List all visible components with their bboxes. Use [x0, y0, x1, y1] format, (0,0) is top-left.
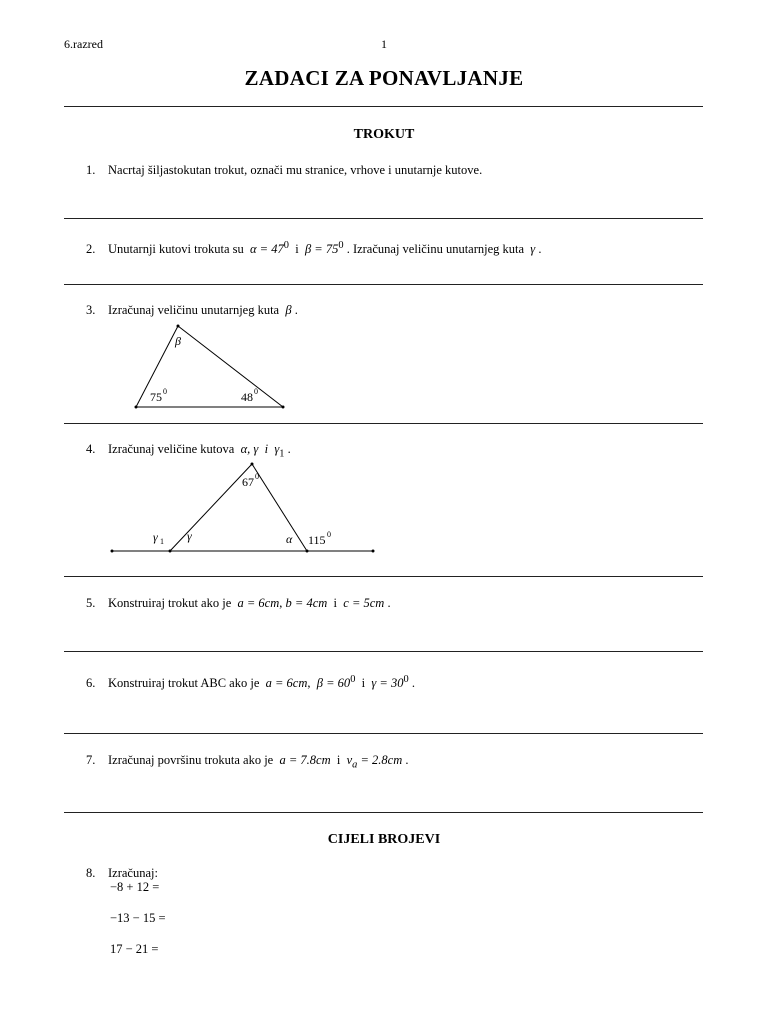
angle-label-right: 48 — [241, 390, 253, 404]
divider — [64, 576, 703, 577]
task-8 — [86, 866, 158, 881]
task-number: 2. — [86, 242, 96, 257]
side-c: c = 5cm — [343, 596, 385, 610]
beta-label: β — [175, 334, 181, 348]
degree-sup: 0 — [254, 387, 258, 396]
side-b: b = 4cm — [285, 596, 328, 610]
conjunction: i — [336, 753, 341, 767]
period: . — [538, 242, 542, 257]
divider — [64, 106, 703, 107]
height-value: = 2.8cm — [360, 753, 403, 767]
task-text: Unutarnji kutovi trokuta su — [108, 242, 244, 257]
task-number: 8. — [86, 866, 96, 880]
task-5: 5. Konstruiraj trokut ako je a = 6cm, b = 4cm i c = 5cm . — [86, 596, 391, 610]
task-2 — [86, 240, 541, 257]
period: . — [411, 676, 415, 691]
task-number: 5. — [86, 596, 96, 610]
period: . — [287, 442, 291, 456]
task-text: Nacrtaj šiljastokutan trokut, označi mu stranice, vrhove i unutarnje kutove. — [108, 163, 483, 177]
conjunction: i — [264, 442, 269, 456]
task-3 — [86, 303, 298, 318]
gamma-symbol: γ — [530, 242, 536, 257]
task-number: 3. — [86, 303, 96, 317]
task-text: Konstruiraj trokut ako je — [108, 596, 232, 610]
task-1 — [86, 163, 482, 178]
divider — [64, 284, 703, 285]
task-text-2: . Izračunaj veličinu unutarnjeg kuta — [346, 242, 525, 257]
degree-sup: 0 — [403, 674, 409, 685]
period: . — [294, 303, 298, 317]
side-a: a = 6cm — [265, 676, 308, 691]
beta-symbol: β — [285, 303, 292, 317]
task-number: 6. — [86, 676, 96, 691]
alpha-gamma-symbols: α, γ — [240, 442, 259, 456]
beta-value: β = 60 — [316, 676, 351, 691]
divider — [64, 733, 703, 734]
task-text: Izračunaj veličine kutova — [108, 442, 235, 456]
gamma-label: γ — [187, 529, 192, 543]
degree-sup: 0 — [338, 240, 344, 251]
period: . — [405, 753, 409, 767]
alpha-label: α — [286, 532, 293, 546]
page-number: 1 — [381, 37, 387, 51]
angle-label-left: 75 — [150, 390, 162, 404]
angle-label-exterior: 115 — [308, 533, 326, 547]
expression-1: −8 + 12 = — [110, 880, 160, 894]
period: . — [387, 596, 391, 610]
conjunction: i — [333, 596, 338, 610]
task-text: Izračunaj veličinu unutarnjeg kuta — [108, 303, 280, 317]
divider — [64, 651, 703, 652]
gamma1-label: γ — [153, 530, 158, 544]
task-number: 4. — [86, 442, 96, 456]
section-title-trokut: TROKUT — [353, 127, 415, 142]
task-number: 7. — [86, 753, 96, 767]
degree-sup: 0 — [163, 387, 167, 396]
alpha-value: α = 47 — [250, 242, 284, 257]
task-text: Konstruiraj trokut ABC ako je — [108, 676, 260, 691]
degree-sup: 0 — [350, 674, 356, 685]
degree-sup: 0 — [327, 530, 331, 539]
task-7 — [86, 753, 409, 771]
height-symbol: v — [346, 753, 353, 767]
degree-sup: 0 — [255, 472, 259, 481]
angle-label-top: 67 — [242, 475, 254, 489]
page-title: ZADACI ZA PONAVLJANJE — [244, 66, 524, 90]
beta-value: β = 75 — [304, 242, 339, 257]
triangle-figure-4 — [100, 455, 390, 560]
gamma1-symbol: γ — [274, 442, 280, 456]
divider — [64, 218, 703, 219]
divider — [64, 812, 703, 813]
expression-3: 17 − 21 = — [110, 942, 159, 956]
subscript: 1 — [160, 537, 164, 546]
degree-sup: 0 — [283, 240, 289, 251]
grade-label: 6.razred — [64, 37, 103, 51]
triangle-figure-3 — [120, 318, 300, 418]
task-number: 1. — [86, 163, 96, 177]
expression-2: −13 − 15 = — [110, 911, 166, 925]
task-6: 6. Konstruiraj trokut ABC ako je a = 6cm, $\beta = 60^0$ i $\gamma = 30^0$ . — [86, 674, 415, 691]
conjunction: i — [361, 676, 366, 691]
task-text: Izračunaj: — [108, 866, 158, 880]
section-title-cijeli-brojevi: CIJELI BROJEVI — [327, 832, 441, 847]
subscript: 1 — [279, 448, 285, 460]
side-a: a = 6cm — [237, 596, 280, 610]
conjunction: i — [295, 242, 299, 257]
side-a: a = 7.8cm — [279, 753, 331, 767]
task-text: Izračunaj površinu trokuta ako je — [108, 753, 274, 767]
gamma-value: γ = 30 — [371, 676, 404, 691]
subscript: a — [352, 759, 358, 771]
divider — [64, 423, 703, 424]
